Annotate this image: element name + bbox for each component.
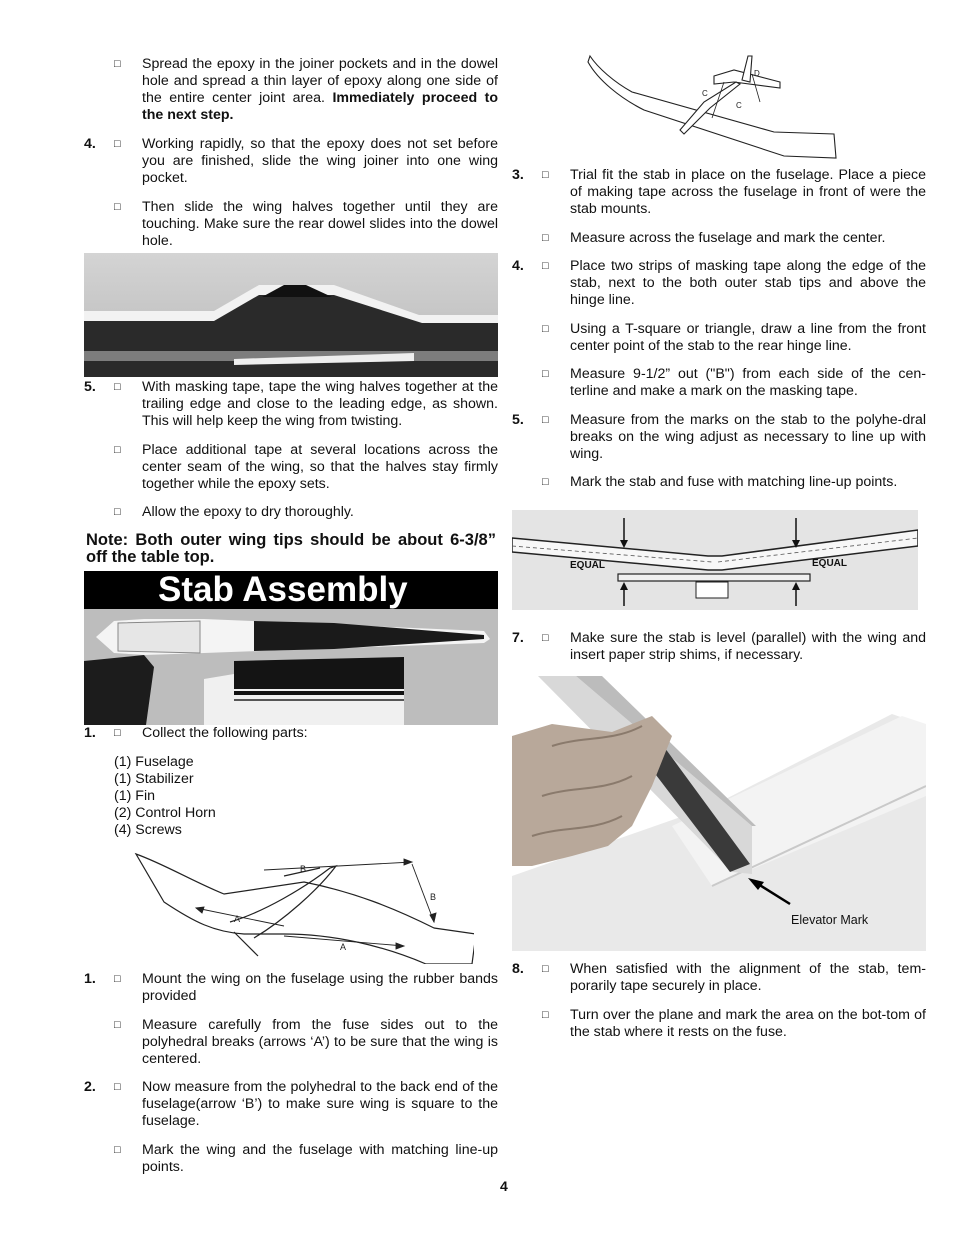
step-mark-wing-fuselage: □ Mark the wing and the fuselage with matching line-up points.	[114, 1142, 498, 1175]
step-measure-fuselage: □ Measure across the fuselage and mark the center.	[542, 230, 886, 246]
checkbox-icon[interactable]: □	[114, 727, 121, 739]
step-2-measure-back: 2. □ Now measure from the polyhedral to the back end of the fuselage(arrow ‘B’) to make sure wing is square to the fuselage.	[84, 1079, 498, 1129]
parts-photo-image	[84, 609, 498, 725]
step-8-tape-securely: 8. □ When satisfied with the alignment of the stab, tem-porarily tape securely in place.	[512, 961, 926, 994]
wing-joint-photo	[84, 253, 498, 377]
section-banner-stab-assembly: Stab Assembly	[84, 571, 498, 609]
diagram-label-d: D	[754, 69, 760, 78]
checkbox-icon[interactable]: □	[114, 1144, 121, 1156]
step-1-collect-parts: 1. □ Collect the following parts:	[84, 725, 308, 741]
note-wing-tips: Note: Both outer wing tips should be about 6-3/8” off the table top.	[86, 531, 496, 566]
checkbox-icon[interactable]: □	[114, 973, 121, 985]
checkbox-icon[interactable]: □	[542, 476, 549, 488]
step-spread-epoxy: □ Spread the epoxy in the joiner pockets and in the dowel hole and spread a thin layer of epoxy along one side of the entire center joint area. Immediately proceed to the next step.	[114, 56, 498, 123]
page-number: 4	[500, 1178, 508, 1194]
checkbox-icon[interactable]: □	[542, 169, 549, 181]
checkbox-icon[interactable]: □	[542, 368, 549, 380]
step-7-stab-level: 7. □ Make sure the stab is level (parallel) with the wing and insert paper strip shims, if necessary.	[512, 630, 926, 663]
checkbox-icon[interactable]: □	[542, 232, 549, 244]
step-slide-wing-halves: □ Then slide the wing halves together until they are touching. Make sure the rear dowel slides into the dowel hole.	[114, 199, 498, 249]
step-turn-over-plane: □ Turn over the plane and mark the area on the bot-tom of the stab where it rests on the fuse.	[542, 1007, 926, 1040]
parts-list-item: (4) Screws	[114, 822, 182, 838]
elevator-mark-photo	[512, 676, 926, 951]
diagram-label-a: A	[234, 914, 241, 924]
checkbox-icon[interactable]: □	[114, 201, 121, 213]
step-5-masking-tape: 5. □ With masking tape, tape the wing halves together at the trailing edge and close to the leading edge, as shown. This will help keep the wing from twisting.	[84, 379, 498, 429]
parts-list-item: (1) Fin	[114, 788, 155, 804]
checkbox-icon[interactable]: □	[114, 58, 121, 70]
step-3-trial-fit: 3. □ Trial fit the stab in place on the fuselage. Place a piece of making tape across the fuselage in front of were the stab mounts.	[512, 167, 926, 217]
equal-measure-photo	[512, 510, 918, 610]
step-4-wing-joiner: 4. □ Working rapidly, so that the epoxy does not set before you are finished, slide the wing joiner into one wing pocket.	[84, 136, 498, 186]
elevator-mark-photo-image	[512, 676, 926, 951]
parts-list-item: (1) Stabilizer	[114, 771, 194, 787]
checkbox-icon[interactable]: □	[542, 414, 549, 426]
checkbox-icon[interactable]: □	[114, 138, 121, 150]
step-mark-stab-fuse: □ Mark the stab and fuse with matching line-up points.	[542, 474, 898, 490]
step-1-mount-wing: 1. □ Mount the wing on the fuselage using the rubber bands provided	[84, 971, 498, 1004]
diagram-label-a: A	[340, 942, 347, 952]
elevator-mark-caption: Elevator Mark	[791, 913, 869, 927]
checkbox-icon[interactable]: □	[542, 260, 549, 272]
parts-list	[114, 754, 216, 839]
equal-label: EQUAL	[570, 560, 605, 571]
stab-alignment-diagram	[584, 52, 842, 162]
parts-list-item: (2) Control Horn	[114, 805, 216, 821]
diagram-label-c: C	[736, 101, 742, 110]
equal-measure-photo-image	[512, 510, 918, 610]
wing-joint-photo-image	[84, 253, 498, 377]
step-5-measure-marks: 5. □ Measure from the marks on the stab to the polyhe-dral breaks on the wing adjust as necessary to line up with wing.	[512, 412, 926, 462]
checkbox-icon[interactable]: □	[114, 381, 121, 393]
parts-list-item: (1) Fuselage	[114, 754, 194, 770]
step-t-square: □ Using a T-square or triangle, draw a line from the front center point of the stab to the rear hinge line.	[542, 321, 926, 354]
wing-measure-diagram-image	[134, 842, 474, 964]
step-4-two-strips: 4. □ Place two strips of masking tape along the edge of the stab, next to the both outer stab tips and above the hinge line.	[512, 258, 926, 308]
checkbox-icon[interactable]: □	[542, 323, 549, 335]
parts-photo	[84, 609, 498, 725]
diagram-label-b: B	[430, 892, 437, 902]
step-measure-polyhedral: □ Measure carefully from the fuse sides out to the polyhedral breaks (arrows ‘A’) to be sure that the wing is centered.	[114, 1017, 498, 1067]
step-allow-epoxy-dry: □ Allow the epoxy to dry thoroughly.	[114, 504, 354, 520]
checkbox-icon[interactable]: □	[114, 1019, 121, 1031]
checkbox-icon[interactable]: □	[114, 1081, 121, 1093]
diagram-label-c: C	[702, 89, 708, 98]
checkbox-icon[interactable]: □	[542, 963, 549, 975]
wing-measure-diagram	[134, 842, 474, 964]
checkbox-icon[interactable]: □	[114, 444, 121, 456]
checkbox-icon[interactable]: □	[542, 1009, 549, 1021]
equal-label: EQUAL	[812, 558, 847, 569]
step-measure-9-1-2: □ Measure 9-1/2” out ("B") from each side of the cen-terline and make a mark on the masking tape.	[542, 366, 926, 399]
step-additional-tape: □ Place additional tape at several locations across the center seam of the wing, so that the halves stay firmly together while the epoxy sets.	[114, 442, 498, 492]
diagram-label-b: B	[300, 864, 307, 874]
stab-alignment-diagram-image	[584, 52, 842, 162]
checkbox-icon[interactable]: □	[114, 506, 121, 518]
checkbox-icon[interactable]: □	[542, 632, 549, 644]
